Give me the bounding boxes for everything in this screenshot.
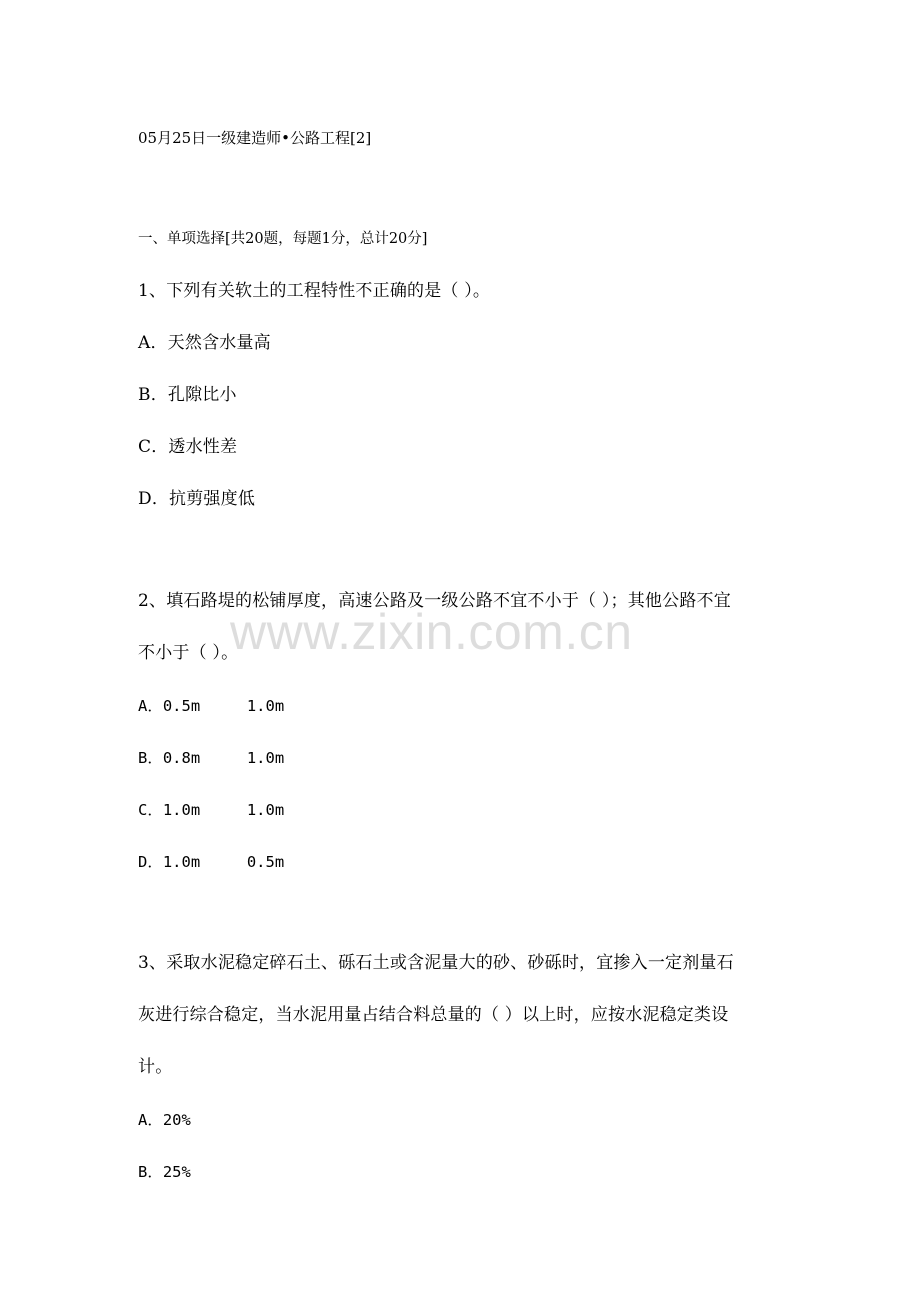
section-heading: 一、单项选择[共20题，每题1分，总计20分]	[138, 231, 428, 247]
question-1-option-a: A．天然含水量高	[138, 333, 271, 353]
question-2-option-c: C．1.0m 1.0m	[138, 801, 285, 819]
question-2-stem-line-2: 不小于（ ）。	[138, 643, 239, 663]
question-3-stem-line-3: 计。	[138, 1057, 173, 1077]
question-2-option-d: D．1.0m 0.5m	[138, 853, 285, 871]
question-1-option-b: B．孔隙比小	[138, 385, 237, 405]
question-3-option-a: A．20%	[138, 1111, 191, 1129]
site-watermark: www.zixin.com.cn	[230, 604, 633, 660]
question-3-stem-line-2: 灰进行综合稳定，当水泥用量占结合料总量的（ ）以上时，应按水泥稳定类设	[138, 1005, 729, 1025]
question-2-option-a: A．0.5m 1.0m	[138, 697, 285, 715]
question-2-stem-line-1: 2、填石路堤的松铺厚度，高速公路及一级公路不宜不小于（ ）；其他公路不宜	[138, 591, 731, 611]
question-2-option-b: B．0.8m 1.0m	[138, 749, 285, 767]
question-3-stem-line-1: 3、采取水泥稳定碎石土、砾石土或含泥量大的砂、砂砾时，宜掺入一定剂量石	[138, 953, 734, 973]
question-3-option-b: B．25%	[138, 1163, 191, 1181]
question-1-option-c: C．透水性差	[138, 437, 238, 457]
document-title: 05月25日一级建造师•公路工程[2]	[138, 129, 372, 147]
question-1-option-d: D．抗剪强度低	[138, 489, 256, 509]
question-1-stem: 1、下列有关软土的工程特性不正确的是（ ）。	[138, 281, 491, 301]
